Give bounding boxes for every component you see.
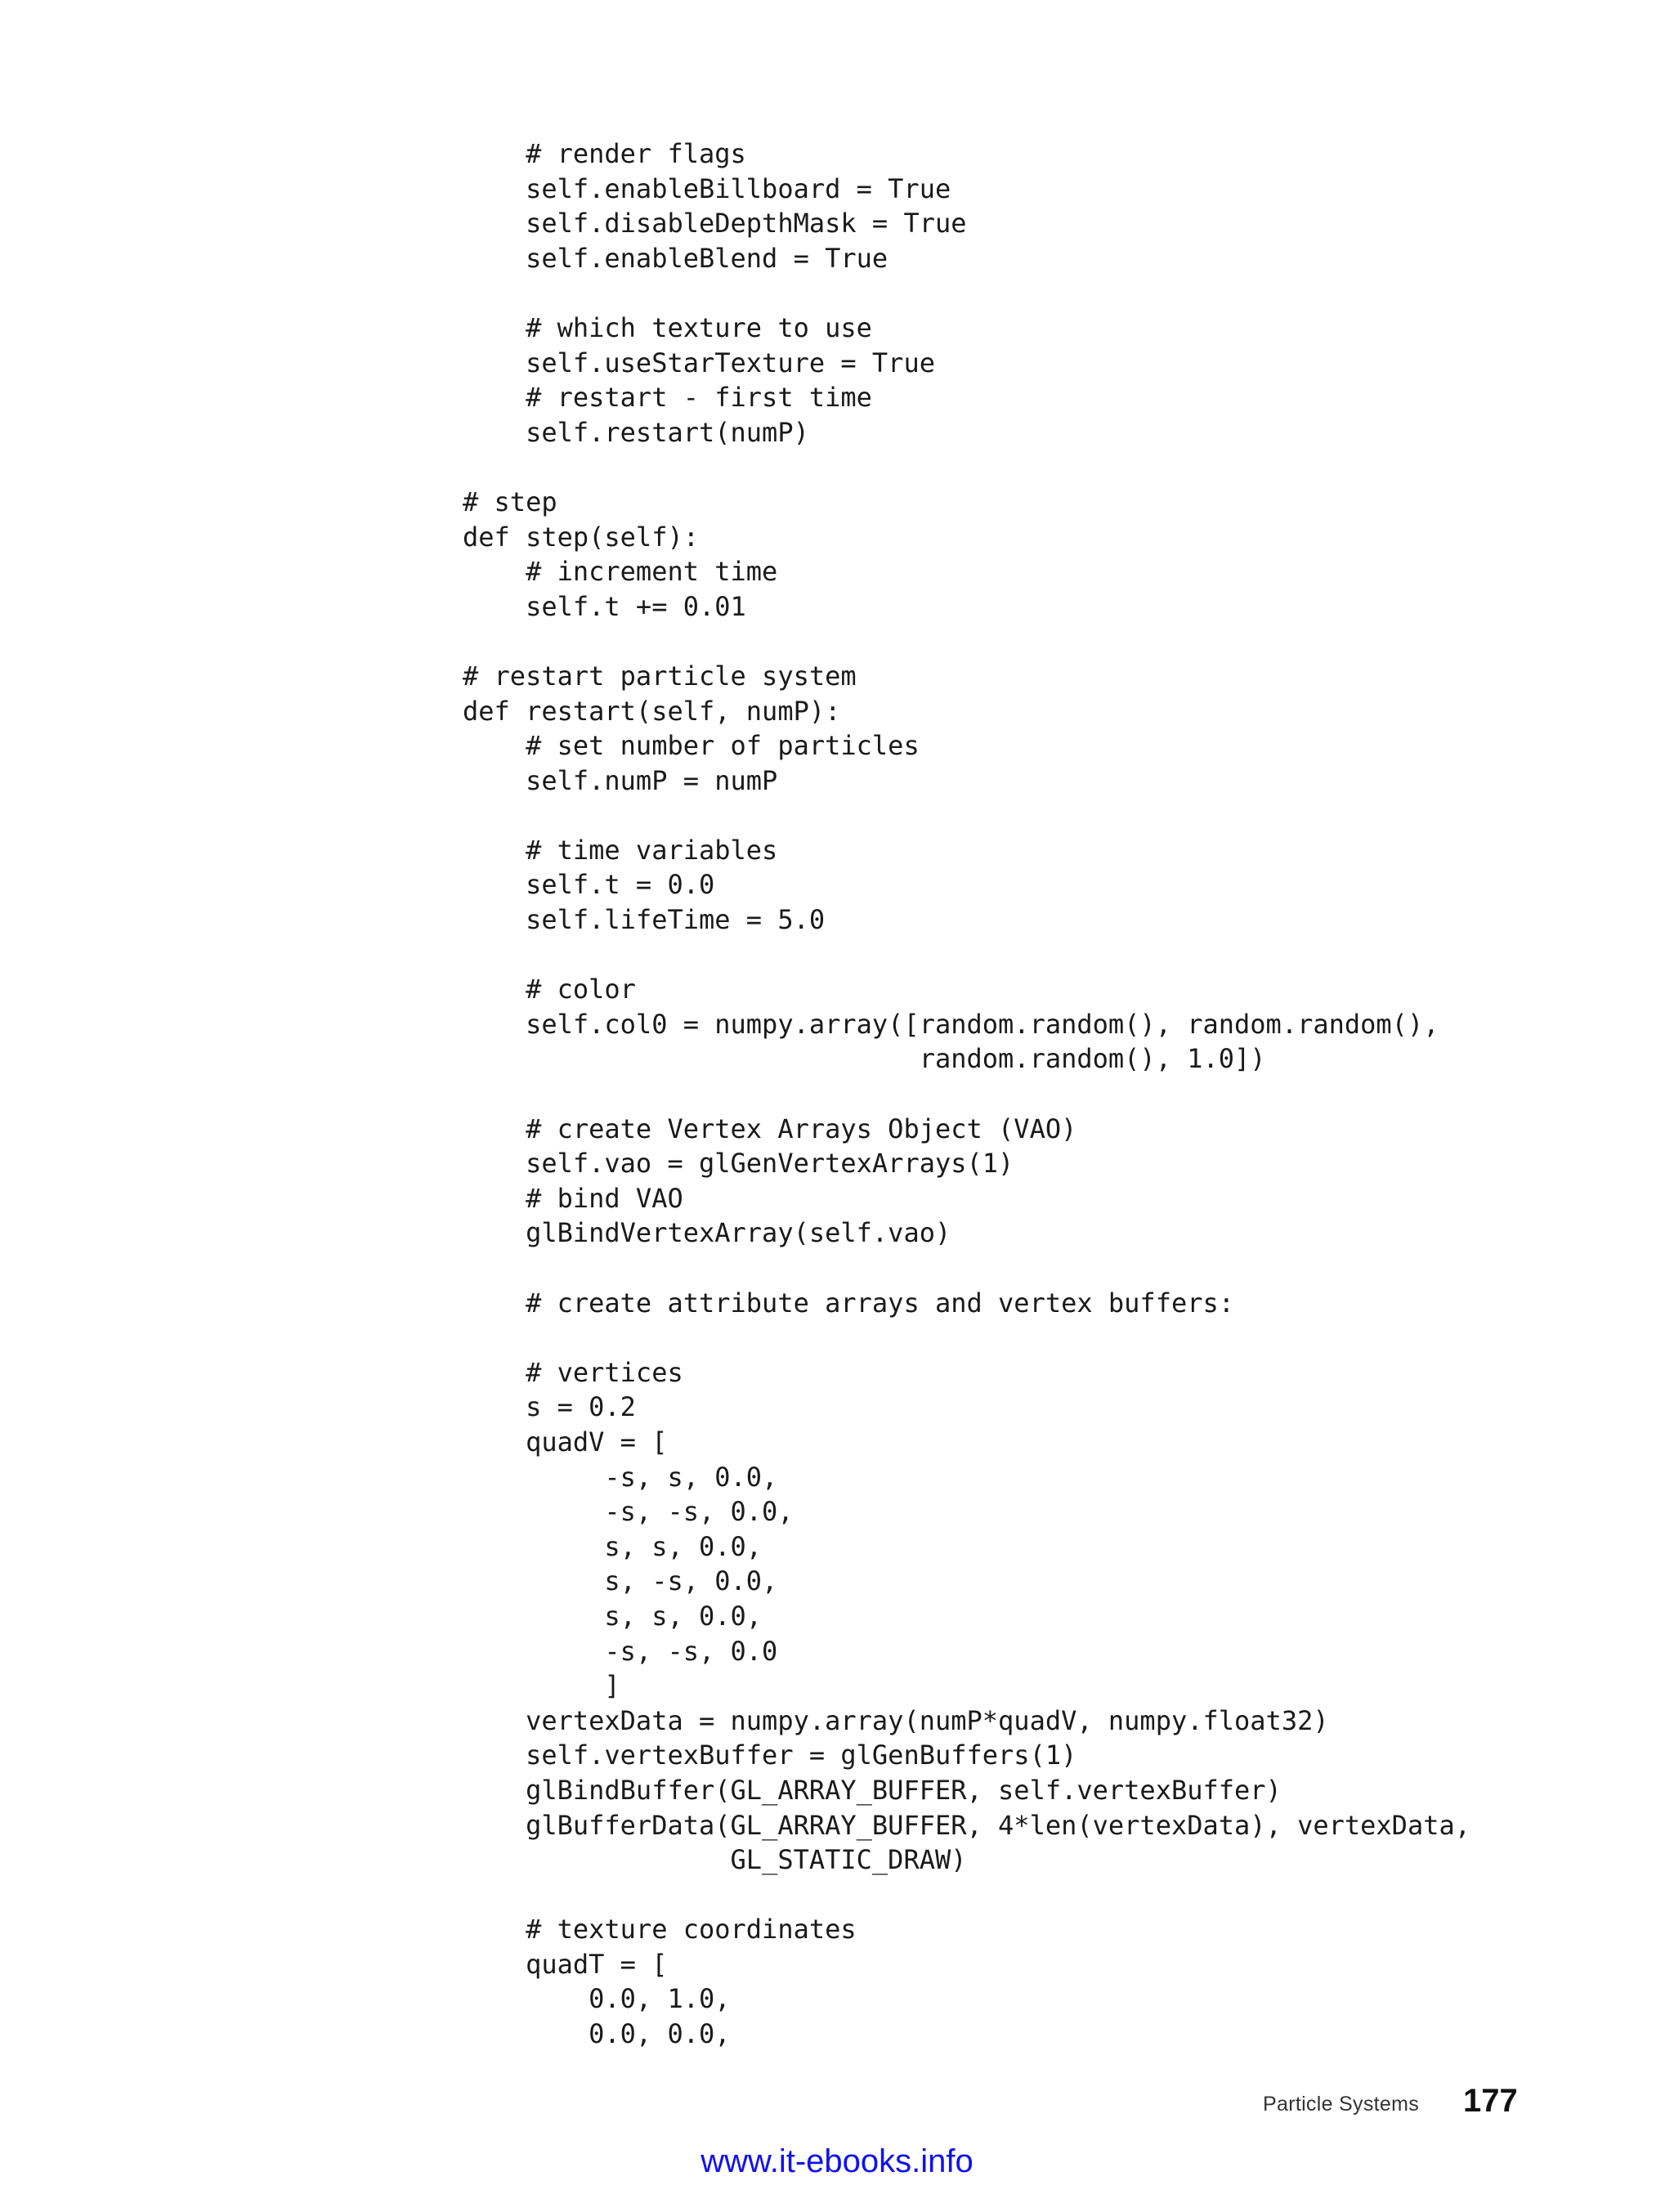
code-line: # restart particle system <box>463 660 857 692</box>
code-line: ] <box>463 1670 620 1702</box>
code-line: glBindBuffer(GL_ARRAY_BUFFER, self.vertexBuffer) <box>463 1774 1282 1806</box>
code-line: self.disableDepthMask = True <box>463 208 967 240</box>
code-line: self.enableBlend = True <box>463 242 888 274</box>
code-line: -s, -s, 0.0, <box>463 1496 794 1528</box>
code-line: random.random(), 1.0]) <box>463 1043 1266 1075</box>
code-line: # set number of particles <box>463 730 920 762</box>
code-line: self.vertexBuffer = glGenBuffers(1) <box>463 1740 1077 1771</box>
code-line <box>463 1878 1470 1913</box>
code-listing <box>463 137 1470 2052</box>
code-line: # time variables <box>463 834 778 866</box>
code-line: s = 0.2 <box>463 1391 636 1423</box>
code-line: quadT = [ <box>463 1948 668 1980</box>
code-line: s, -s, 0.0, <box>463 1565 778 1597</box>
code-line: def step(self): <box>463 521 699 553</box>
code-line: self.vao = glGenVertexArrays(1) <box>463 1148 1014 1180</box>
code-line <box>463 1320 1470 1355</box>
code-line: # create attribute arrays and vertex buffers: <box>463 1287 1235 1319</box>
page-number: 177 <box>1463 2083 1518 2119</box>
code-line: 0.0, 1.0, <box>463 1983 731 2015</box>
code-line <box>463 798 1470 833</box>
code-line: s, s, 0.0, <box>463 1530 763 1562</box>
code-line: # vertices <box>463 1356 683 1388</box>
code-line: -s, s, 0.0, <box>463 1461 778 1493</box>
code-line: self.useStarTexture = True <box>463 347 935 378</box>
code-line <box>463 450 1470 485</box>
code-line <box>463 1077 1470 1112</box>
code-line: def restart(self, numP): <box>463 695 841 727</box>
code-line: self.numP = numP <box>463 764 778 796</box>
code-line: self.lifeTime = 5.0 <box>463 904 826 936</box>
code-line: self.enableBillboard = True <box>463 172 951 204</box>
code-line: vertexData = numpy.array(numP*quadV, numpy.float32) <box>463 1704 1329 1736</box>
code-line <box>463 624 1470 659</box>
code-line: # increment time <box>463 556 778 588</box>
code-line <box>463 1251 1470 1286</box>
code-line <box>463 275 1470 311</box>
code-line <box>463 938 1470 973</box>
code-line: glBufferData(GL_ARRAY_BUFFER, 4*len(vertexData), vertexData, <box>463 1809 1470 1841</box>
code-line: -s, -s, 0.0 <box>463 1635 778 1667</box>
code-line: # texture coordinates <box>463 1914 857 1946</box>
code-line: # create Vertex Arrays Object (VAO) <box>463 1113 1077 1144</box>
code-line: self.t += 0.01 <box>463 590 746 622</box>
code-line: self.restart(numP) <box>463 416 809 448</box>
code-line: glBindVertexArray(self.vao) <box>463 1217 951 1249</box>
code-line: # step <box>463 486 557 517</box>
code-line: s, s, 0.0, <box>463 1600 763 1632</box>
code-line: self.t = 0.0 <box>463 869 715 901</box>
code-line: self.col0 = numpy.array([random.random(), random.random(), <box>463 1008 1439 1040</box>
code-line: 0.0, 0.0, <box>463 2018 731 2050</box>
code-line: quadV = [ <box>463 1426 668 1458</box>
code-line: # color <box>463 974 636 1005</box>
code-line: GL_STATIC_DRAW) <box>463 1844 967 1876</box>
code-line: # which texture to use <box>463 311 872 343</box>
code-line: # render flags <box>463 138 746 169</box>
code-line: # restart - first time <box>463 382 872 414</box>
running-footer-title: Particle Systems <box>1263 2093 1419 2116</box>
watermark-link[interactable]: www.it-ebooks.info <box>700 2143 974 2179</box>
code-line: # bind VAO <box>463 1182 683 1214</box>
